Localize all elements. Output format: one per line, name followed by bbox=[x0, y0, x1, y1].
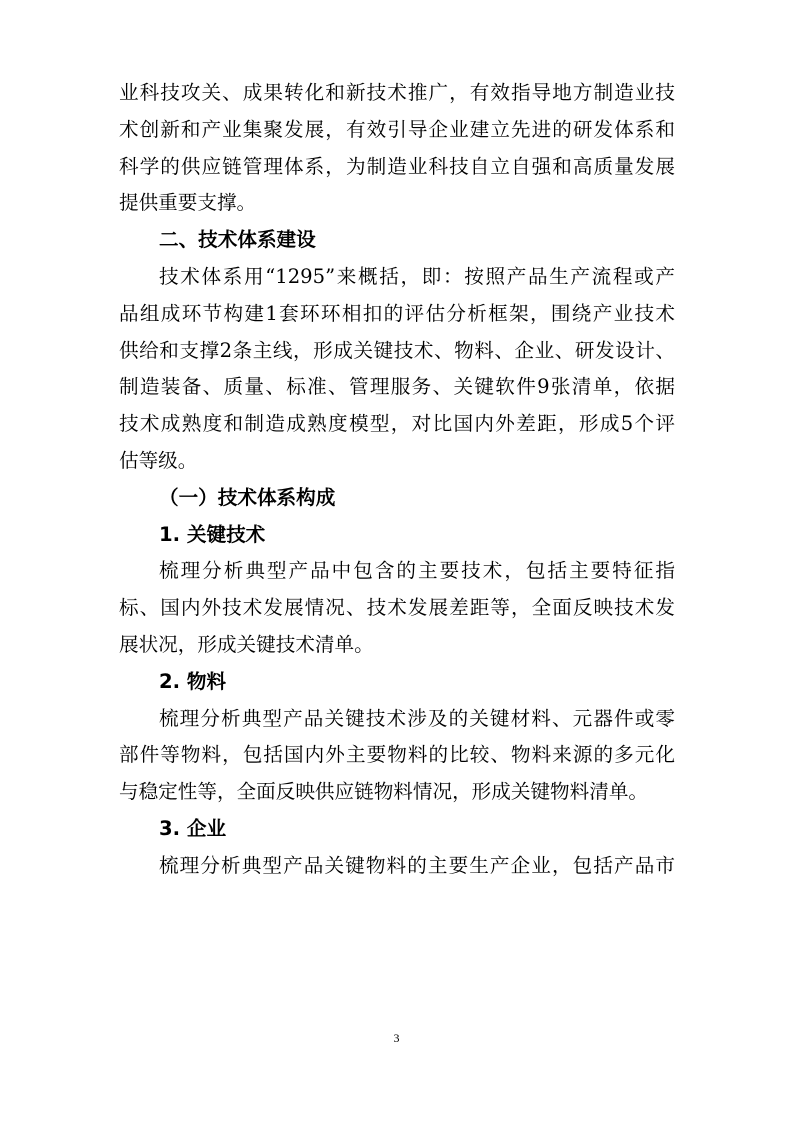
page-number: 3 bbox=[393, 1031, 400, 1045]
text-line: 梳理分析典型产品中包含的主要技术，包括主要特征指 bbox=[159, 559, 675, 583]
text-line: 术创新和产业集聚发展，有效引导企业建立先进的研发体系和 bbox=[119, 117, 675, 141]
page-content bbox=[119, 75, 675, 885]
text-line: 梳理分析典型产品关键技术涉及的关键材料、元器件或零 bbox=[159, 706, 675, 730]
section-heading: 二、技术体系建设 bbox=[159, 228, 316, 252]
section-heading: 3. 企业 bbox=[159, 816, 227, 840]
text-line: 科学的供应链管理体系，为制造业科技自立自强和高质量发展 bbox=[119, 154, 675, 178]
text-line: 业科技攻关、成果转化和新技术推广，有效指导地方制造业技 bbox=[119, 81, 675, 104]
text-line: 技术体系用“1295”来概括，即：按照产品生产流程或产 bbox=[159, 264, 675, 288]
text-line: 估等级。 bbox=[119, 448, 198, 472]
section-heading: 1. 关键技术 bbox=[159, 522, 266, 546]
text-line: 技术成熟度和制造成熟度模型，对比国内外差距，形成5个评 bbox=[119, 412, 675, 436]
text-line: 制造装备、质量、标准、管理服务、关键软件9张清单，依据 bbox=[119, 375, 675, 399]
text-line: 品组成环节构建1套环环相扣的评估分析框架，围绕产业技术 bbox=[119, 301, 675, 325]
text-line: 提供重要支撑。 bbox=[119, 191, 257, 215]
text-line: 展状况，形成关键技术清单。 bbox=[119, 632, 374, 656]
section-heading: 2. 物料 bbox=[159, 669, 227, 693]
section-heading: （一）技术体系构成 bbox=[159, 485, 336, 509]
text-line: 标、国内外技术发展情况、技术发展差距等，全面反映技术发 bbox=[119, 596, 675, 620]
text-line: 部件等物料，包括国内外主要物料的比较、物料来源的多元化 bbox=[119, 743, 675, 767]
text-line: 与稳定性等，全面反映供应链物料情况，形成关键物料清单。 bbox=[119, 780, 649, 804]
text-line: 供给和支撑2条主线，形成关键技术、物料、企业、研发设计、 bbox=[119, 338, 675, 362]
text-line: 梳理分析典型产品关键物料的主要生产企业，包括产品市 bbox=[159, 853, 675, 877]
